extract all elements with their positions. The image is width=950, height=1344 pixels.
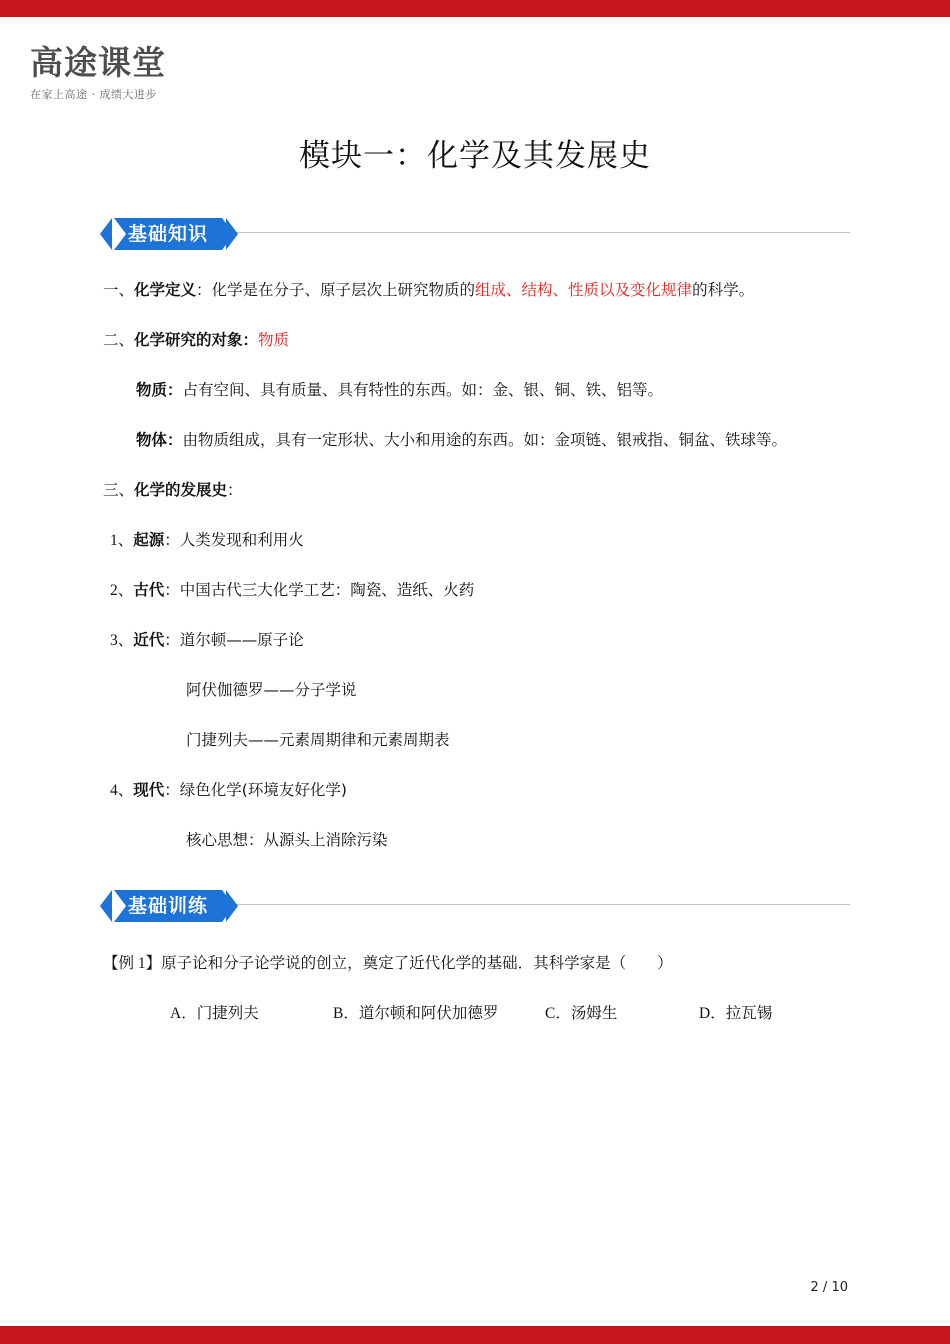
option-key: B． xyxy=(333,1005,359,1022)
history-colon: ： xyxy=(227,481,243,499)
example-question-text: 原子论和分子论学说的创立，奠定了近代化学的基础．其科学家是（ ） xyxy=(161,954,673,972)
history-label: 化学的发展史 xyxy=(134,481,228,499)
option-text: 拉瓦锡 xyxy=(725,1004,773,1022)
item-label: 古代 xyxy=(133,581,165,599)
definition-highlight: 组成、结构、性质以及变化规律 xyxy=(475,281,693,299)
history-item-2 xyxy=(110,579,474,602)
option-key: D． xyxy=(699,1005,726,1022)
item-prefix: 一、 xyxy=(103,281,135,299)
section-header-knowledge xyxy=(100,217,850,251)
option-text: 汤姆生 xyxy=(570,1004,618,1022)
section-header-training xyxy=(100,889,850,923)
item-prefix: 二、 xyxy=(103,331,135,349)
matter-line xyxy=(136,379,663,401)
history-item-1 xyxy=(110,529,304,552)
item-prefix: 三、 xyxy=(103,481,135,499)
definition-suffix: 的科学。 xyxy=(692,281,755,299)
item-label: 起源 xyxy=(133,531,165,549)
option-text: 道尔顿和阿伏加德罗 xyxy=(358,1004,499,1022)
matter-label: 物质： xyxy=(136,381,183,399)
item-text: ：中国古代三大化学工艺：陶瓷、造纸、火药 xyxy=(164,581,475,599)
option-key: C． xyxy=(545,1005,571,1022)
definition-text: ：化学是在分子、原子层次上研究物质的 xyxy=(196,281,476,299)
top-red-bar xyxy=(0,0,950,17)
history-item-4 xyxy=(110,779,347,802)
item-number: 4、 xyxy=(110,782,134,799)
item-text: ：人类发现和利用火 xyxy=(164,531,304,549)
option-text: 门捷列夫 xyxy=(196,1004,259,1022)
example-tag: 【例 1】 xyxy=(103,955,162,972)
object-label: 化学研究的对象 xyxy=(134,331,243,349)
matter-text: 占有空间、具有质量、具有特性的东西。如：金、银、铜、铁、铝等。 xyxy=(182,381,664,399)
item-number: 3、 xyxy=(110,632,134,649)
logo-slogan: 在家上高途 · 成绩大进步 xyxy=(30,88,157,101)
bottom-red-bar xyxy=(0,1326,950,1344)
object-line xyxy=(103,329,289,351)
section-divider xyxy=(220,904,850,905)
core-idea-line: 核心思想：从源头上消除污染 xyxy=(186,831,388,849)
item-label: 现代 xyxy=(133,781,165,799)
body-text: 由物质组成，具有一定形状、大小和用途的东西。如：金项链、银戒指、铜盆、铁球等。 xyxy=(182,431,788,449)
object-colon: ： xyxy=(242,331,259,349)
body-label: 物体： xyxy=(136,431,183,449)
logo xyxy=(30,44,166,102)
option-b xyxy=(333,1002,498,1025)
option-c xyxy=(545,1002,617,1025)
option-key: A． xyxy=(170,1005,197,1022)
modern-line-2: 门捷列夫——元素周期律和元素周期表 xyxy=(186,731,450,749)
item-number: 1、 xyxy=(110,532,134,549)
modern-line-1: 阿伏伽德罗——分子学说 xyxy=(186,681,357,699)
definition-line xyxy=(103,279,754,301)
option-d xyxy=(699,1002,772,1025)
section-title: 基础知识 xyxy=(127,223,208,245)
page-title: 模块一：化学及其发展史 xyxy=(299,138,651,174)
logo-name: 高途课堂 xyxy=(30,43,166,82)
history-line xyxy=(103,479,243,501)
item-text: ：道尔顿——原子论 xyxy=(164,631,304,649)
item-text: ：绿色化学(环境友好化学) xyxy=(164,781,347,799)
object-value: 物质 xyxy=(258,331,290,349)
page-number: 2 / 10 xyxy=(810,1280,848,1295)
example-question xyxy=(103,952,673,975)
item-label: 近代 xyxy=(133,631,165,649)
history-item-3 xyxy=(110,629,304,652)
item-number: 2、 xyxy=(110,582,134,599)
body-line xyxy=(136,429,787,451)
section-divider xyxy=(220,232,850,233)
section-title: 基础训练 xyxy=(127,895,208,917)
option-a xyxy=(170,1002,259,1025)
definition-label: 化学定义 xyxy=(134,281,197,299)
